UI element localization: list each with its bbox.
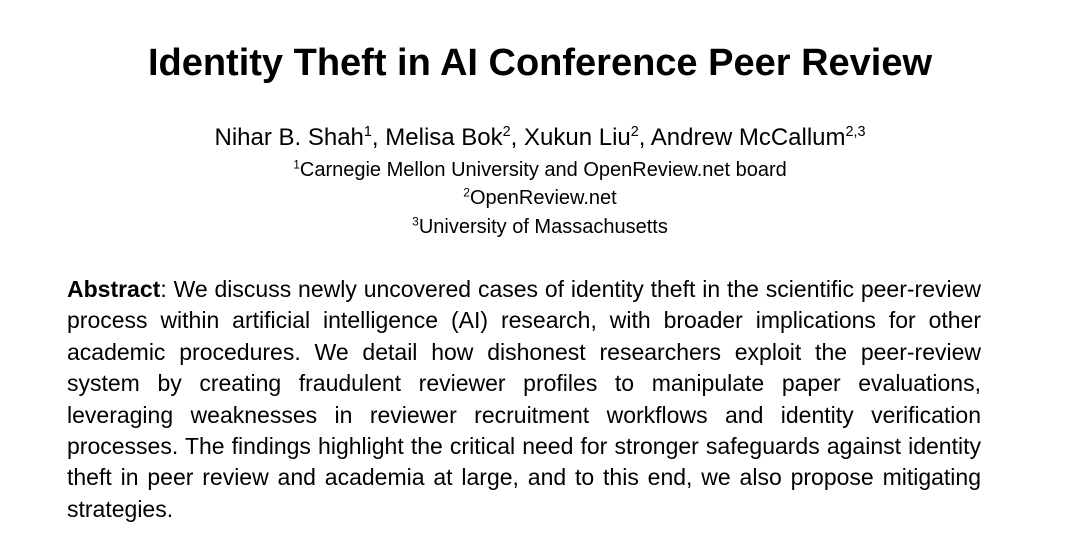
author-affiliation-mark: 2,3	[845, 124, 866, 140]
author-name: Xukun Liu	[524, 124, 631, 151]
author-name: Andrew McCallum	[650, 124, 846, 151]
author-list	[0, 123, 1080, 153]
author-separator: ,	[510, 124, 524, 151]
affiliation-mark: 2	[463, 185, 470, 200]
author-affiliation-mark: 2	[502, 124, 511, 140]
author-affiliation-mark: 1	[363, 124, 372, 140]
affiliation-text: University of Massachusetts	[418, 216, 668, 238]
affiliation-text: Carnegie Mellon University and OpenReview.net board	[299, 159, 787, 181]
affiliation-mark: 1	[293, 157, 300, 172]
author-separator: ,	[638, 124, 651, 151]
affiliation-text: OpenReview.net	[469, 187, 617, 209]
abstract-label: Abstract	[67, 276, 161, 302]
abstract-separator: :	[160, 276, 174, 302]
affiliation	[0, 214, 1080, 240]
abstract-text: We discuss newly uncovered cases of identity theft in the scientific peer-review process within artificial intelligence (AI) research, with broader implications for other academic procedures. We detail how dishonest researchers exploit the peer-review system by creating fraudulent reviewer profiles to manipulate paper evaluations, leveraging weaknesses in reviewer recruitment workflows and identity verification processes. The findings highlight the critical need for stronger safeguards against identity theft in peer review and academia at large, and to this end, we also propose mitigating strategies.	[67, 276, 981, 522]
abstract	[67, 274, 981, 525]
affiliation	[0, 157, 1080, 183]
affiliation	[0, 185, 1080, 211]
author-separator: ,	[371, 124, 386, 151]
author-affiliation-mark: 2	[630, 124, 639, 140]
author-name: Melisa Bok	[385, 124, 503, 151]
paper-title: Identity Theft in AI Conference Peer Review	[147, 42, 933, 84]
affiliation-mark: 3	[412, 214, 419, 229]
author-name: Nihar B. Shah	[214, 124, 364, 151]
